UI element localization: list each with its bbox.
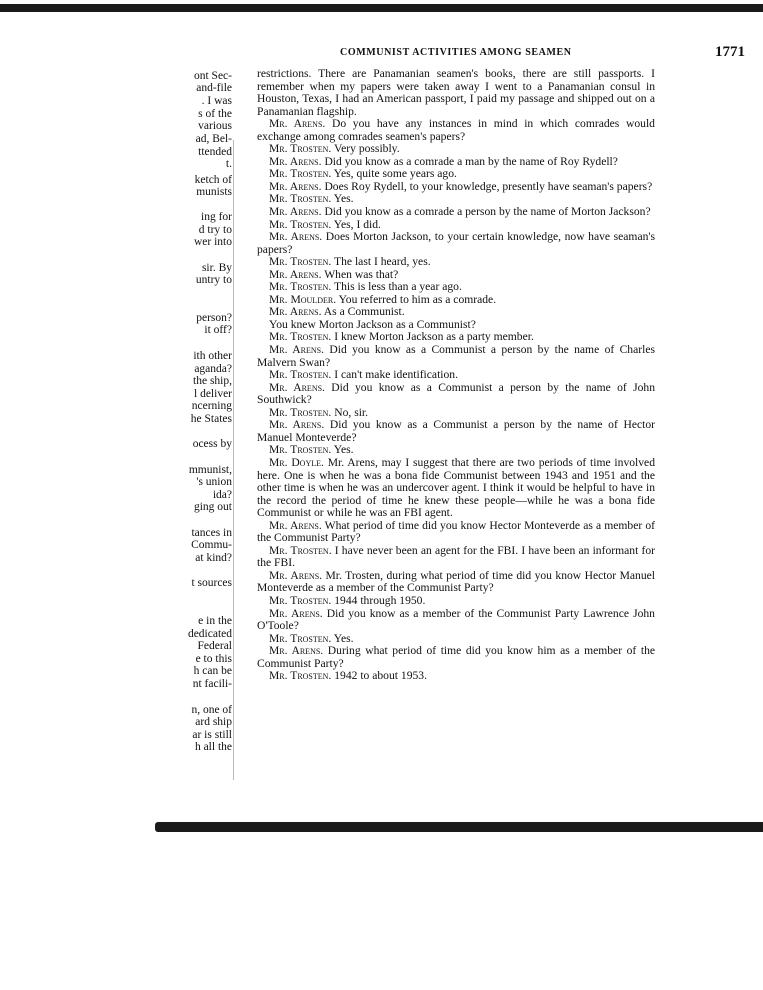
transcript-body: [257, 68, 655, 683]
facing-page-fragment: e to this: [195, 653, 232, 665]
facing-page-fragment: it off?: [204, 324, 232, 336]
facing-page-fragment: wer into: [193, 236, 232, 248]
facing-page-fragment: ard ship: [195, 716, 232, 728]
facing-page-fragment: ont Sec-: [193, 70, 232, 82]
speaker-name: Mr. Arens.: [269, 568, 323, 582]
speaker-name: Mr. Arens.: [269, 305, 322, 319]
facing-page-fragment: d try to: [198, 224, 232, 236]
speech-text: What period of time did you know Hector Monteverde as a member of the Communist Party?: [257, 518, 655, 545]
speaker-name: Mr. Trosten.: [269, 255, 332, 269]
facing-page-fragment: dedicated: [187, 628, 232, 640]
speech-text: You knew Morton Jackson as a Communist?: [269, 317, 476, 331]
speaker-name: Mr. Moulder.: [269, 292, 337, 306]
facing-page-fragment: ncerning: [191, 400, 232, 412]
speech-text: restrictions. There are Panamanian seamen's books, there are still passports. I remember when my papers were taken away I went to a Panamanian consul in Houston, Texas, I had an American passport, I paid my passage and shipped out on a Panamanian flagship.: [257, 67, 655, 118]
transcript-paragraph: [257, 382, 655, 407]
speaker-name: Mr. Trosten.: [269, 280, 332, 294]
facing-page-fragment: e in the: [198, 615, 232, 627]
facing-page-fragment: and-file: [196, 82, 232, 94]
speaker-name: Mr. Trosten.: [269, 669, 332, 683]
gutter-divider: [233, 140, 234, 780]
speaker-name: Mr. Trosten.: [269, 142, 332, 156]
page-header: [340, 44, 745, 64]
speaker-name: Mr. Arens.: [269, 267, 322, 281]
speaker-name: Mr. Arens.: [269, 154, 322, 168]
speech-text: No, sir.: [334, 405, 369, 419]
speaker-name: Mr. Trosten.: [269, 631, 332, 645]
speech-text: Very possibly.: [334, 142, 400, 156]
transcript-paragraph: [257, 570, 655, 595]
facing-page-fragment: Federal: [197, 640, 232, 652]
speaker-name: Mr. Arens.: [269, 117, 326, 131]
speech-text: Yes, quite some years ago.: [333, 167, 457, 181]
speech-text: Yes.: [333, 443, 354, 457]
transcript-paragraph: [257, 608, 655, 633]
speech-text: You referred to him as a comrade.: [338, 292, 497, 306]
facing-page-fragment: ad, Bel-: [195, 133, 232, 145]
speaker-name: Mr. Trosten.: [269, 330, 332, 344]
facing-page-fragment: 's union: [196, 476, 232, 488]
speech-text: Do you have any instances in mind in which comrades would exchange among comrades seamen's papers?: [257, 117, 655, 143]
speech-text: I can't make identification.: [334, 368, 459, 382]
speech-text: Mr. Arens, may I suggest that there are two periods of time involved here. One is when he was a bona fide Communist between 1943 and 1951 and the other time is when he was an undercover agent. I think it would be helpful to have in the record the period of time he knew these people—while he was a bona fide Communist or while he was an FBI agent.: [257, 455, 655, 520]
facing-page-fragment: ketch of: [194, 174, 232, 186]
top-page-edge-rule: [0, 4, 763, 12]
transcript-paragraph: [257, 457, 655, 520]
speaker-name: Mr. Doyle.: [269, 455, 324, 469]
facing-page-fragment: at kind?: [195, 552, 232, 564]
speaker-name: Mr. Arens.: [269, 606, 323, 620]
speech-text: Did you know as a member of the Communist Party Lawrence John O'Toole?: [257, 606, 655, 633]
speech-text: Mr. Trosten, during what period of time did you know Hector Manuel Monteverde as a member of the Communist Party?: [257, 568, 655, 595]
facing-page-fragment: . I was: [201, 95, 232, 107]
transcript-paragraph: [257, 545, 655, 570]
facing-page-fragment: ar is still: [192, 729, 232, 741]
facing-page-fragment: t sources: [191, 577, 232, 589]
facing-page-fragment: various: [198, 120, 232, 132]
speech-text: Did you know as a comrade a man by the name of Roy Rydell?: [324, 154, 618, 168]
facing-page-fragment: person?: [196, 312, 232, 324]
transcript-paragraph: [257, 670, 655, 683]
facing-page-fragment: ocess by: [192, 438, 232, 450]
speaker-name: Mr. Trosten.: [269, 217, 332, 231]
speaker-name: Mr. Arens.: [269, 230, 323, 244]
page-number: 1771: [715, 44, 745, 60]
facing-page-fragment: n, one of: [191, 704, 232, 716]
speech-text: I knew Morton Jackson as a party member.: [334, 330, 534, 344]
speech-text: Did you know as a Communist a person by the name of Charles Malvern Swan?: [257, 343, 655, 369]
facing-page-fragment: t.: [225, 158, 232, 170]
speech-text: Yes, I did.: [333, 217, 381, 231]
speech-text: Yes.: [333, 631, 354, 645]
facing-page-fragment: the ship,: [193, 375, 232, 387]
speech-text: When was that?: [324, 267, 399, 281]
speaker-name: Mr. Arens.: [269, 644, 324, 658]
facing-page-fragment: sir. By: [201, 262, 232, 274]
speech-text: This is less than a year ago.: [334, 280, 462, 294]
facing-page-fragment: s of the: [198, 108, 232, 120]
speaker-name: Mr. Arens.: [269, 380, 325, 394]
facing-page-fragment: he States: [190, 413, 232, 425]
facing-page-fragment: aganda?: [194, 363, 232, 375]
speech-text: 1942 to about 1953.: [334, 669, 427, 683]
speaker-name: Mr. Arens.: [269, 343, 324, 357]
facing-page-fragment: nt facili-: [192, 678, 232, 690]
facing-page-fragment: Commu-: [191, 539, 232, 551]
speech-text: Does Roy Rydell, to your knowledge, presently have seaman's papers?: [324, 179, 653, 193]
facing-page-fragment: ging out: [193, 501, 232, 513]
facing-page-fragment: tances in: [191, 527, 232, 539]
speaker-name: Mr. Trosten.: [269, 593, 332, 607]
transcript-paragraph: [257, 645, 655, 670]
transcript-paragraph: [257, 118, 655, 143]
facing-page-fragment: ith other: [193, 350, 232, 362]
bottom-page-edge-rule: [155, 822, 763, 832]
speech-text: I have never been an agent for the FBI. I have been an informant for the FBI.: [257, 543, 655, 570]
transcript-paragraph: [257, 344, 655, 369]
facing-page-fragment: ing for: [201, 211, 232, 223]
speaker-name: Mr. Trosten.: [269, 543, 332, 557]
speech-text: 1944 through 1950.: [334, 593, 426, 607]
speaker-name: Mr. Trosten.: [269, 443, 332, 457]
facing-page-fragment: h all the: [194, 741, 232, 753]
running-head: COMMUNIST ACTIVITIES AMONG SEAMEN: [340, 47, 572, 58]
transcript-paragraph: [257, 68, 655, 118]
transcript-paragraph: [257, 419, 655, 444]
transcript-paragraph: [257, 520, 655, 545]
speaker-name: Mr. Trosten.: [269, 167, 332, 181]
speech-text: Does Morton Jackson, to your certain knowledge, now have seaman's papers?: [257, 230, 655, 256]
facing-page-fragment: l deliver: [194, 388, 232, 400]
facing-page-fragment: ida?: [212, 489, 232, 501]
speech-text: Did you know as a comrade a person by the name of Morton Jackson?: [324, 205, 651, 219]
transcript-paragraph: [257, 231, 655, 256]
speech-text: The last I heard, yes.: [334, 255, 431, 269]
speaker-name: Mr. Arens.: [269, 418, 325, 432]
facing-page-fragment: ttended: [198, 146, 232, 158]
facing-page-fragment: h can be: [193, 665, 232, 677]
speaker-name: Mr. Arens.: [269, 518, 322, 532]
speech-text: Did you know as a Communist a person by the name of John Southwick?: [257, 380, 655, 407]
speaker-name: Mr. Trosten.: [269, 192, 332, 206]
speaker-name: Mr. Trosten.: [269, 368, 332, 382]
speech-text: During what period of time did you know him as a member of the Communist Party?: [257, 644, 656, 670]
speaker-name: Mr. Arens.: [269, 205, 322, 219]
speaker-name: Mr. Trosten.: [269, 405, 332, 419]
facing-page-fragment: mmunist,: [188, 464, 232, 476]
facing-page-fragment: munists: [196, 186, 232, 198]
speaker-name: Mr. Arens.: [269, 179, 322, 193]
speech-text: Did you know as a Communist a person by the name of Hector Manuel Monteverde?: [257, 418, 655, 444]
facing-page-fragment: untry to: [195, 274, 232, 286]
speech-text: Yes.: [333, 192, 354, 206]
speech-text: As a Communist.: [323, 305, 405, 319]
